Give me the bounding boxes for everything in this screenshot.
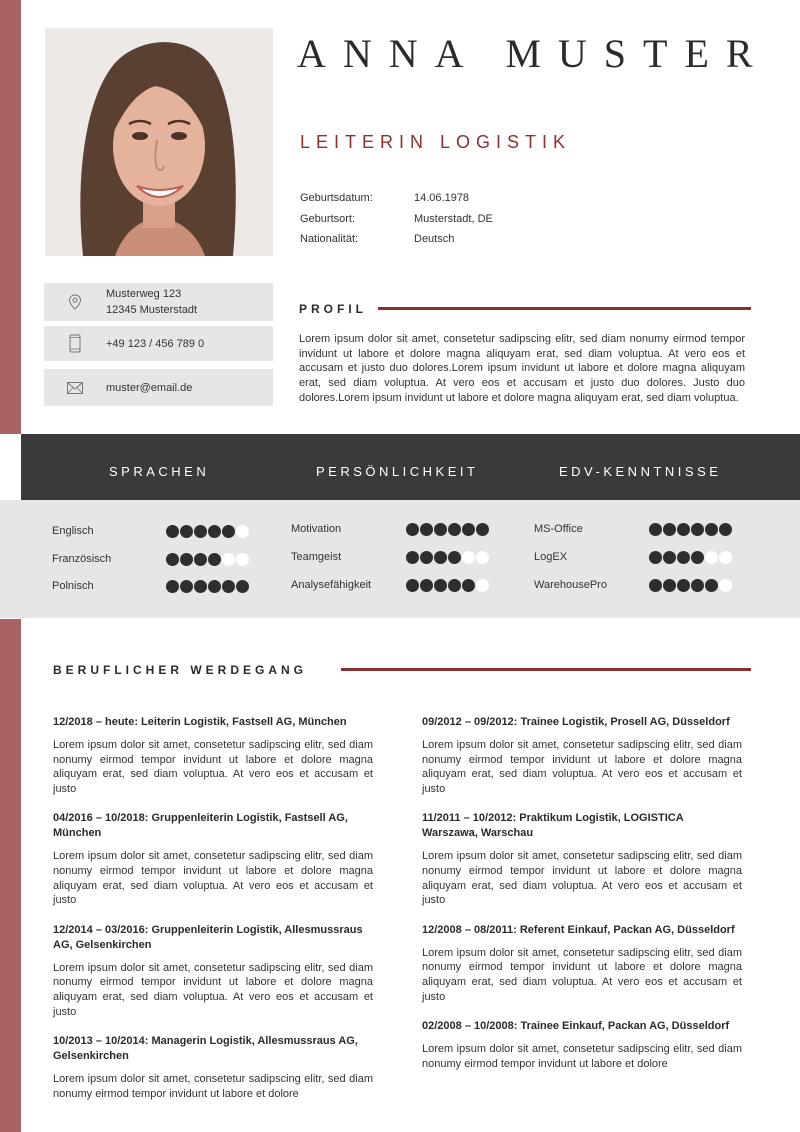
career-entry-title: 11/2011 – 10/2012: Praktikum Logistik, LOGISTICA Warszawa, Warschau [422,812,684,840]
career-column-right [422,715,742,1086]
rating-dot-filled [194,553,207,566]
career-column-left [53,715,373,1116]
personal-label: Geburtsdatum: [300,192,373,205]
personal-row-birthdate [300,188,493,209]
personal-label: Geburtsort: [300,212,356,225]
rating-dot-filled [448,523,461,536]
rating-dot-empty [719,579,732,592]
rating-dot-filled [434,579,447,592]
rating-dot-filled [448,551,461,564]
skill-name: MS-Office [534,523,583,535]
rating-dot-empty [236,553,249,566]
career-entry-text: Lorem ipsum dolor sit amet, consetetur sadipscing elitr, sed diam nonumy eirmod tempor invidunt ut labore et dolore magna aliquyam erat, sed diam voluptua. At vero eos et accusam et justo [422,850,742,907]
email-address: muster@email.de [106,381,193,394]
rating-dot-filled [236,580,249,593]
skill-row [291,521,341,537]
rating-dot-empty [236,525,249,538]
location-pin-icon [44,294,106,310]
career-heading: BERUFLICHER WERDEGANG [53,663,307,677]
career-entry-text: Lorem ipsum dolor sit amet, consetetur sadipscing elitr, sed diam nonumy eirmod tempor invidunt ut labore et dolore magna aliquyam erat, sed diam voluptua. At vero eos et accusam et justo [422,946,742,1003]
career-entry [422,1019,742,1071]
profile-rule [378,307,751,310]
rating-dot-filled [208,553,221,566]
career-entry [422,811,742,907]
personal-label: Nationalität: [300,233,359,246]
personal-details [300,188,493,250]
rating-dot-filled [420,579,433,592]
rating-dot-filled [649,523,662,536]
career-entry-text: Lorem ipsum dolor sit amet, consetetur sadipscing elitr, sed diam nonumy eirmod tempor invidunt ut labore et dolore [422,1043,742,1070]
rating-dot-filled [448,579,461,592]
rating-dot-filled [476,523,489,536]
career-entry-title: 12/2018 – heute: Leiterin Logistik, Fastsell AG, München [53,716,347,728]
rating-dot-filled [406,523,419,536]
skill-row [52,578,94,594]
phone-icon [44,334,106,353]
rating-dot-filled [434,523,447,536]
career-entry-text: Lorem ipsum dolor sit amet, consetetur sadipscing elitr, sed diam nonumy eirmod tempor invidunt ut labore et dolore magna aliquyam erat, sed diam voluptua. At vero eos et accusam et justo [422,739,742,795]
personal-row-nationality [300,229,493,250]
rating-dot-filled [705,523,718,536]
rating-dot-filled [663,551,676,564]
personal-value: Musterstadt, DE [414,212,493,225]
skill-name: LogEX [534,551,568,563]
rating-dot-filled [420,551,433,564]
skill-rating [406,551,489,564]
career-entry-text: Lorem ipsum dolor sit amet, consetetur sadipscing elitr, sed diam nonumy eirmod tempor invidunt ut labore et dolore [53,1073,373,1100]
skill-row [52,523,94,539]
rating-dot-filled [462,523,475,536]
rating-dot-empty [705,551,718,564]
contact-address [44,283,273,321]
career-entry [422,923,742,1004]
skill-name: Motivation [291,523,342,535]
skill-rating [406,523,489,536]
address-line1: Musterweg 123 [106,288,182,300]
rating-dot-filled [166,525,179,538]
skill-row [534,577,607,593]
address-line2: 12345 Musterstadt [106,304,198,316]
rating-dot-filled [663,579,676,592]
personal-value: 14.06.1978 [414,192,470,205]
career-entry-title: 10/2013 – 10/2014: Managerin Logistik, Allesmussraus AG, Gelsenkirchen [53,1035,358,1063]
career-entry [53,1034,373,1101]
skills-heading-it: EDV-KENNTNISSE [559,464,722,479]
rating-dot-filled [677,579,690,592]
rating-dot-filled [462,579,475,592]
career-entry-title: 02/2008 – 10/2008: Trainee Einkauf, Packan AG, Düsseldorf [422,1020,730,1033]
skill-rating [649,551,732,564]
rating-dot-filled [719,523,732,536]
rating-dot-filled [691,579,704,592]
rating-dot-empty [476,551,489,564]
rating-dot-filled [663,523,676,536]
rating-dot-empty [476,579,489,592]
profile-heading: PROFIL [299,302,367,316]
rating-dot-filled [180,580,193,593]
rating-dot-filled [406,579,419,592]
rating-dot-filled [222,525,235,538]
skill-rating [649,579,732,592]
skill-rating [649,523,732,536]
rating-dot-filled [208,580,221,593]
career-entry [53,811,373,907]
skill-row [534,521,583,537]
skill-row [534,549,567,565]
rating-dot-filled [649,551,662,564]
skill-name: Analysefähigkeit [291,579,372,591]
rating-dot-filled [222,580,235,593]
personal-row-birthplace [300,209,493,230]
rating-dot-filled [705,579,718,592]
rating-dot-filled [677,523,690,536]
rating-dot-empty [462,551,475,564]
skill-row [291,549,341,565]
rating-dot-filled [194,525,207,538]
profile-photo [45,28,273,256]
career-entry-title: 04/2016 – 10/2018: Gruppenleiterin Logistik, Fastsell AG, München [53,812,348,840]
skill-rating [166,525,249,538]
accent-bar-bottom [0,619,21,1132]
rating-dot-filled [208,525,221,538]
career-entry [422,715,742,796]
skill-name: Englisch [52,525,94,537]
skill-name: Teamgeist [291,551,342,563]
skill-rating [406,579,489,592]
career-entry-title: 09/2012 – 09/2012: Trainee Logistik, Prosell AG, Düsseldorf [422,716,730,728]
rating-dot-filled [691,523,704,536]
career-entry-text: Lorem ipsum dolor sit amet, consetetur sadipscing elitr, sed diam nonumy eirmod tempor invidunt ut labore et dolore magna aliquyam erat, sed diam voluptua. At vero eos et accusam et justo [53,739,373,795]
contact-email [44,369,273,406]
skill-name: Polnisch [52,580,94,592]
career-entry-text: Lorem ipsum dolor sit amet, consetetur sadipscing elitr, sed diam nonumy eirmod tempor invidunt ut labore et dolore magna aliquyam erat, sed diam voluptua. At vero eos et accusam et justo [53,961,373,1018]
career-entry [53,923,373,1019]
skill-rating [166,580,249,593]
candidate-name: ANNA MUSTER [297,31,770,76]
skill-row [291,577,371,593]
profile-text: Lorem ipsum dolor sit amet, consetetur sadipscing elitr, sed diam nonumy eirmod tempor invidunt ut labore et dolore magna aliquyam erat, sed diam voluptua. At vero eos et accusam et justo duo dolores.Lorem ipsum invidunt ut labore et dolore magna aliquyam erat, sed diam voluptua. At vero eos et accusam et justo duo dolores. Justo duo dolores.Lorem ipsum invidunt ut labore et dolore magna aliquyam erat, sed diam voluptua. [299,333,745,404]
skill-row [52,551,111,567]
career-entry-text: Lorem ipsum dolor sit amet, consetetur sadipscing elitr, sed diam nonumy eirmod tempor invidunt ut labore et dolore magna aliquyam erat, sed diam voluptua. At vero eos et accusam et justo [53,850,373,907]
career-entry-title: 12/2008 – 08/2011: Referent Einkauf, Packan AG, Düsseldorf [422,923,735,936]
rating-dot-filled [180,525,193,538]
rating-dot-filled [406,551,419,564]
skills-header-band [21,434,800,500]
rating-dot-empty [222,553,235,566]
rating-dot-filled [677,551,690,564]
skills-heading-personality: PERSÖNLICHKEIT [316,464,479,479]
skill-name: Französisch [52,553,112,565]
career-entry [53,715,373,796]
personal-value: Deutsch [414,233,455,246]
rating-dot-filled [194,580,207,593]
rating-dot-filled [180,553,193,566]
rating-dot-filled [649,579,662,592]
rating-dot-filled [434,551,447,564]
skill-rating [166,553,249,566]
career-rule [341,668,751,671]
contact-phone [44,326,273,361]
job-title: LEITERIN LOGISTIK [300,132,572,152]
skills-heading-languages: SPRACHEN [109,464,210,479]
rating-dot-filled [166,580,179,593]
envelope-icon [44,382,106,394]
rating-dot-filled [691,551,704,564]
accent-bar-top [0,0,21,434]
rating-dot-filled [420,523,433,536]
career-entry-title: 12/2014 – 03/2016: Gruppenleiterin Logistik, Allesmussraus AG, Gelsenkirchen [53,923,363,951]
rating-dot-empty [719,551,732,564]
skill-name: WarehousePro [534,579,607,591]
phone-number: +49 123 / 456 789 0 [106,337,205,350]
rating-dot-filled [166,553,179,566]
